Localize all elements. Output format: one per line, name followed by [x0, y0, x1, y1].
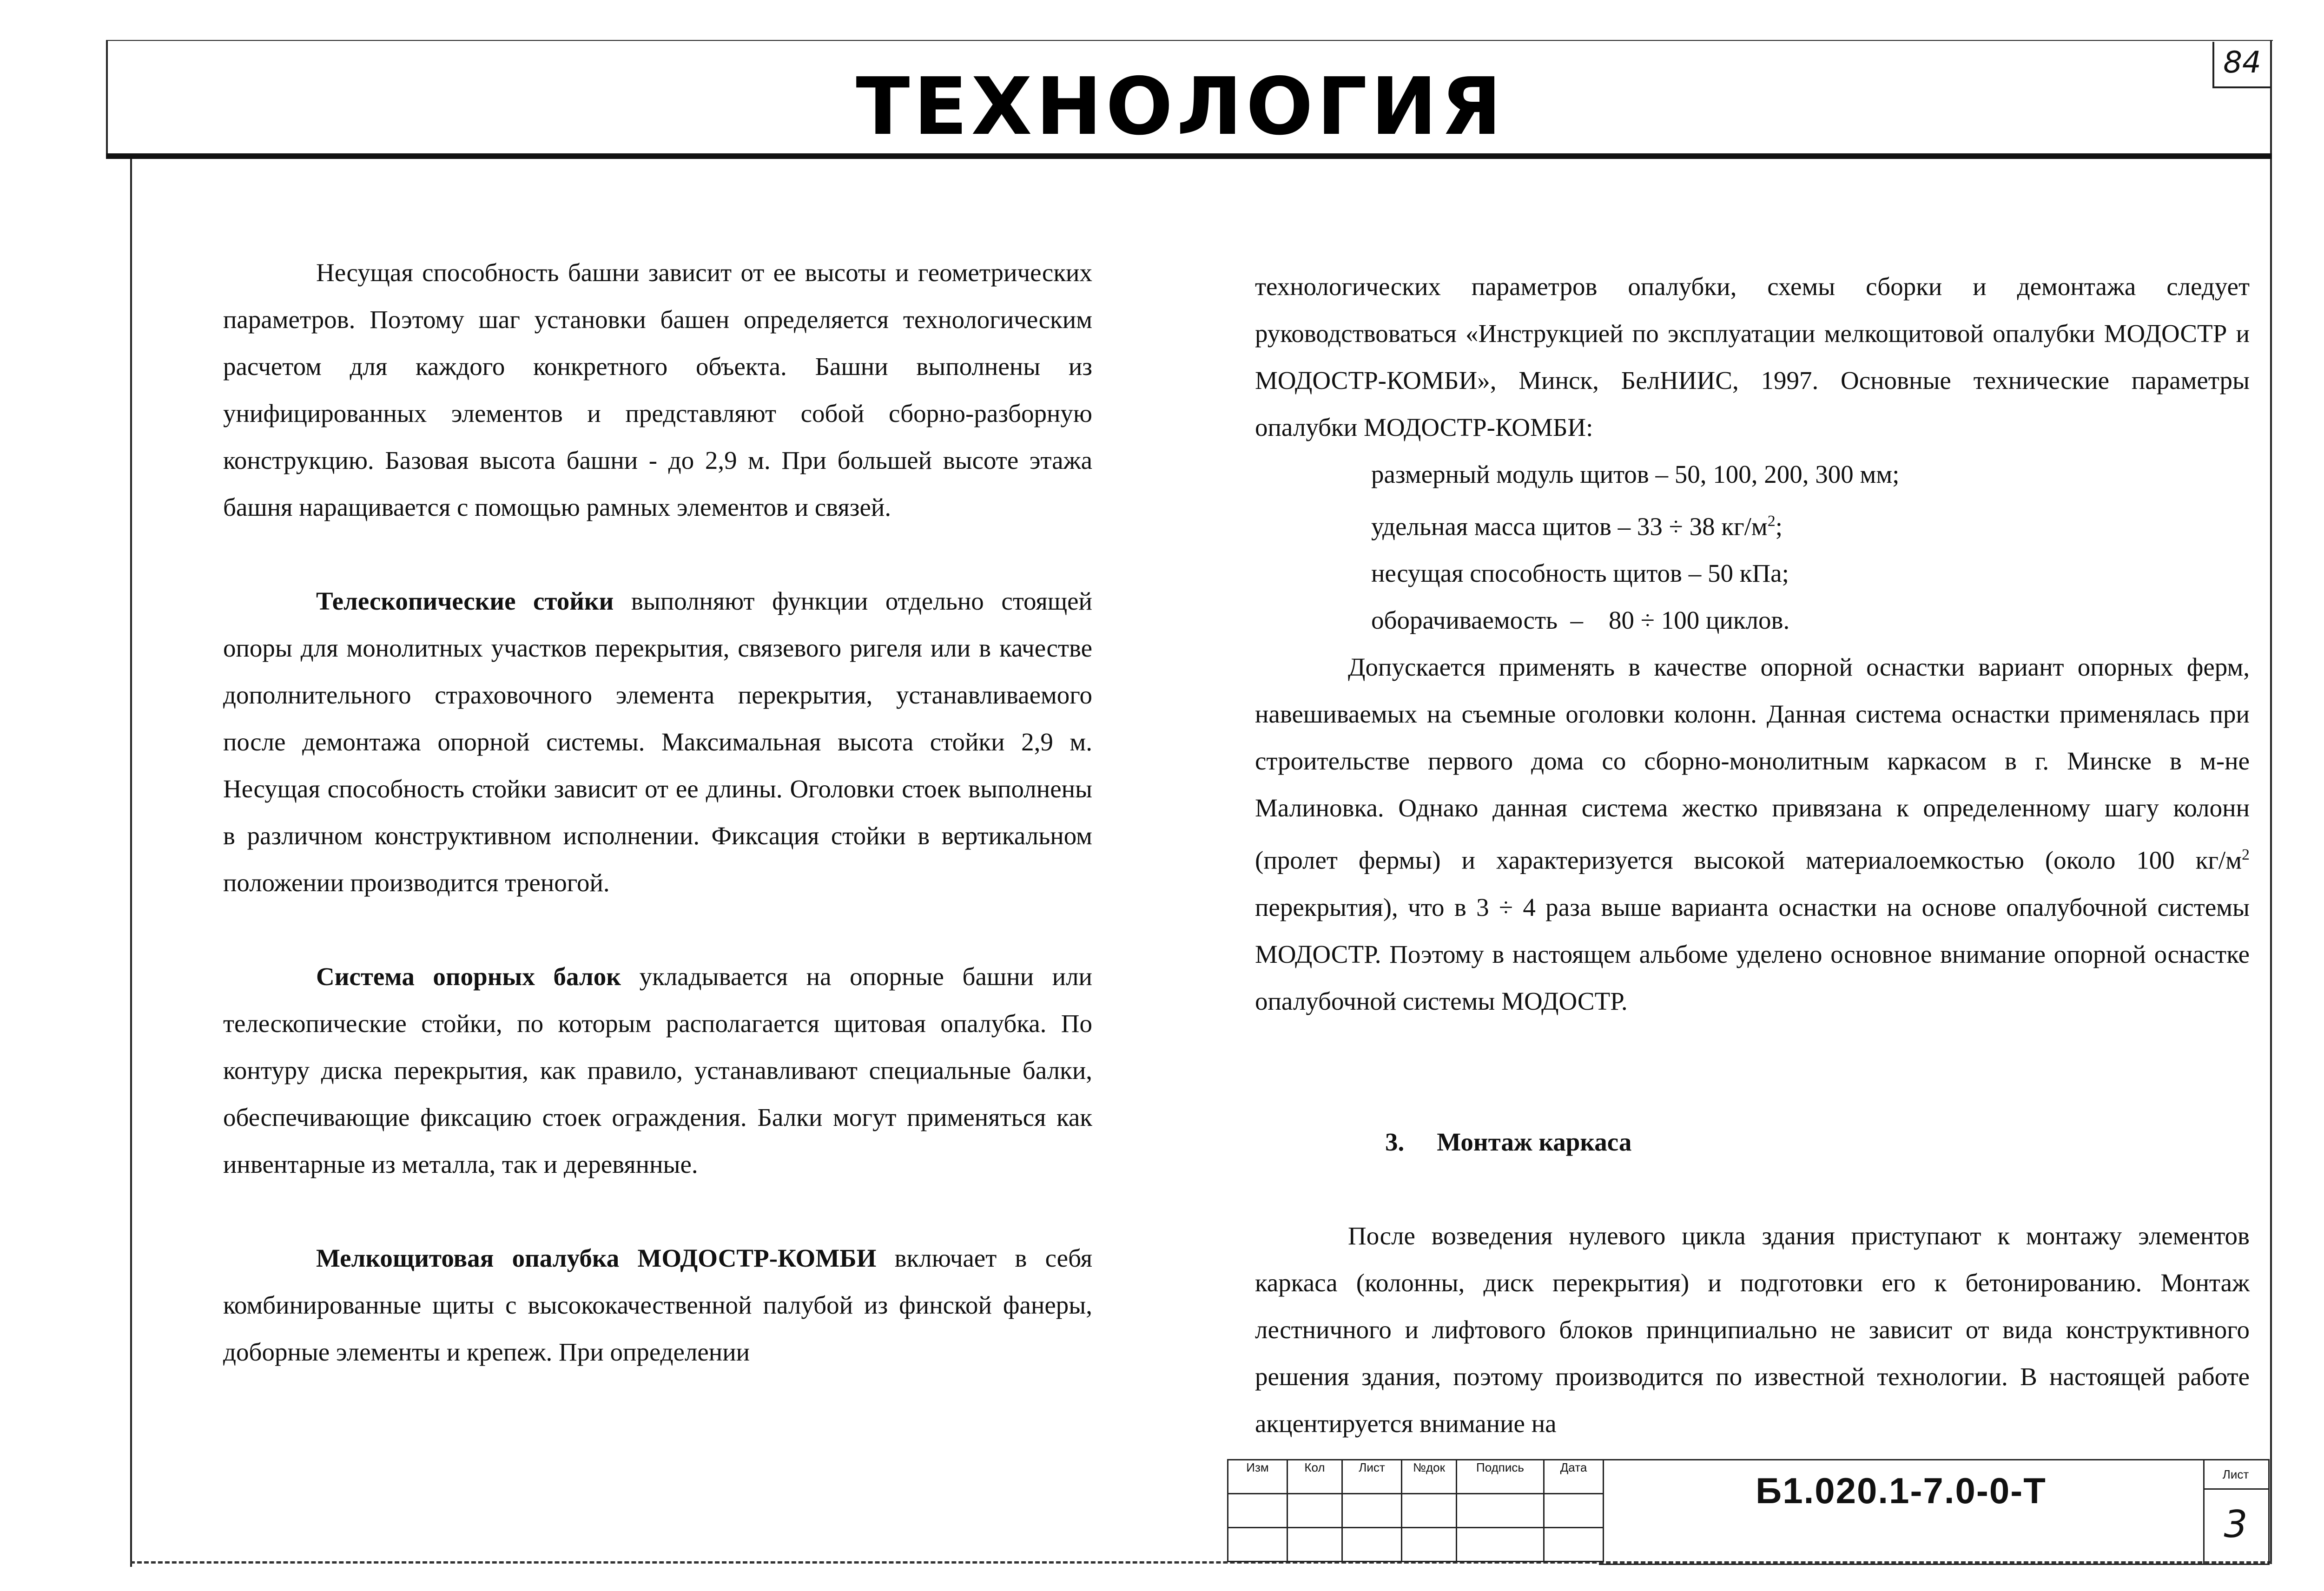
paragraph-small-panel-formwork: [223, 1235, 1092, 1375]
paragraph-text: включает в себя комбинированные щиты с высококачественной палубой из финской фанеры, доборные элементы и крепеж. При определении: [223, 1244, 1092, 1366]
left-column: [223, 249, 1092, 1375]
frame-right-line: [2270, 40, 2272, 1564]
sheet-number-box: [2203, 1459, 2270, 1565]
list-item: удельная масса щитов – 33 ÷ 38 $кг/м^2$;: [1371, 512, 1783, 541]
col-ndok: №док: [1402, 1460, 1457, 1494]
revision-table: [1227, 1459, 1604, 1562]
page-mark: 84: [2212, 42, 2272, 88]
header-rule: [106, 153, 2272, 159]
col-kol: Кол: [1287, 1460, 1342, 1494]
section-number: 3.: [1385, 1127, 1405, 1156]
paragraph-support-trusses: Допускается применять в качестве опорной оснастки вариант опорных ферм, навешиваемых на съемные оголовки колонн. Данная система оснастки применялась при строительстве первого дома со сборно-монолитным каркасом в г. Минске в м-не Малиновка. Однако данная система жестко привязана к определенному шагу колонн (пролет фермы) и характеризуется высокой материалоемкостью (около 100 $кг/м^2$ перекрытия), что в 3 ÷ 4 раза выше варианта оснастки на основе опалубочной системы МОДОСТР. Поэтому в настоящем альбоме уделено основное внимание опорной оснастке опалубочной системы МОДОСТР.: [1255, 653, 2250, 1015]
col-list: Лист: [1342, 1460, 1402, 1494]
col-izm: Изм: [1228, 1460, 1287, 1494]
paragraph-towers: Несущая способность башни зависит от ее высоты и геометрических параметров. Поэтому шаг установки башен определяется технологическим расчетом для каждого конкретного объекта. Башни выполнены из унифицированных элементов и представляют собой сборно-разборную конструкцию. Базовая высота башни - до 2,9 м. При большей высоте этажа башня наращивается с помощью рамных элементов и связей.: [223, 258, 1092, 521]
col-podpis: Подпись: [1457, 1460, 1544, 1494]
paragraph-frame-assembly: После возведения нулевого цикла здания приступают к монтажу элементов каркаса (колонны, диск перекрытия) и подготовки его к бетонированию. Монтаж лестничного и лифтового блоков принципиально не зависит от вида конструктивного решения здания, поэтому производится по известной технологии. В настоящей работе акцентируется внимание на: [1255, 1221, 2250, 1438]
list-item: размерный модуль щитов – 50, 100, 200, 300 мм;: [1371, 460, 1900, 488]
paragraph-formwork-params: технологических параметров опалубки, схемы сборки и демонтажа следует руководствоваться «Инструкцией по эксплуатации мелкощитовой опалубки МОДОСТР и МОДОСТР-КОМБИ», Минск, БелНИИС, 1997. Основные технические параметры опалубки МОДОСТР-КОМБИ:: [1255, 272, 2250, 441]
frame-left-line-lower: [130, 157, 132, 1567]
document-code: Б1.020.1-7.0-0-Т: [1599, 1459, 2205, 1565]
term-telescopic-props: Телескопические стойки: [316, 587, 614, 615]
page-title: ТЕХНОЛОГИЯ: [856, 61, 1505, 153]
paragraph-text: укладывается на опорные башни или телескопические стойки, по которым располагается щитовая опалубка. По контуру диска перекрытия, как правило, устанавливают специальные балки, обеспечивающие фиксацию стоек ограждения. Балки могут применяться как инвентарные из металла, так и деревянные.: [223, 962, 1092, 1178]
term-modostr-kombi: Мелкощитовая опалубка МОДОСТР-КОМБИ: [316, 1244, 877, 1272]
list-item: оборачиваемость – 80 ÷ 100 циклов.: [1371, 606, 1790, 635]
title-block: [1227, 1459, 2270, 1562]
paragraph-support-beams: [223, 953, 1092, 1188]
section-heading: [1255, 1118, 2250, 1165]
paragraph-telescopic-props: [223, 578, 1092, 906]
paragraph-text: выполняют функции отдельно стоящей опоры для монолитных участков перекрытия, связевого ригеля или в качестве дополнительного страховочного элемента перекрытия, устанавливаемого после демонтажа опорной системы. Максимальная высота стойки 2,9 м. Несущая способность стойки зависит от ее длины. Оголовки стоек выполнены в различном конструктивном исполнении. Фиксация стойки в вертикальном положении производится треногой.: [223, 587, 1092, 897]
right-column: [1255, 263, 2250, 1447]
term-support-beams: Система опорных балок: [316, 962, 621, 991]
col-data: Дата: [1544, 1460, 1604, 1494]
sheet-label: Лист: [2203, 1460, 2268, 1490]
list-item: несущая способность щитов – 50 кПа;: [1371, 559, 1789, 588]
section-title: Монтаж каркаса: [1437, 1127, 1632, 1156]
parameters-list: [1255, 451, 2250, 644]
frame-top-line: [106, 40, 2273, 41]
sheet-number: 3: [2224, 1503, 2248, 1546]
